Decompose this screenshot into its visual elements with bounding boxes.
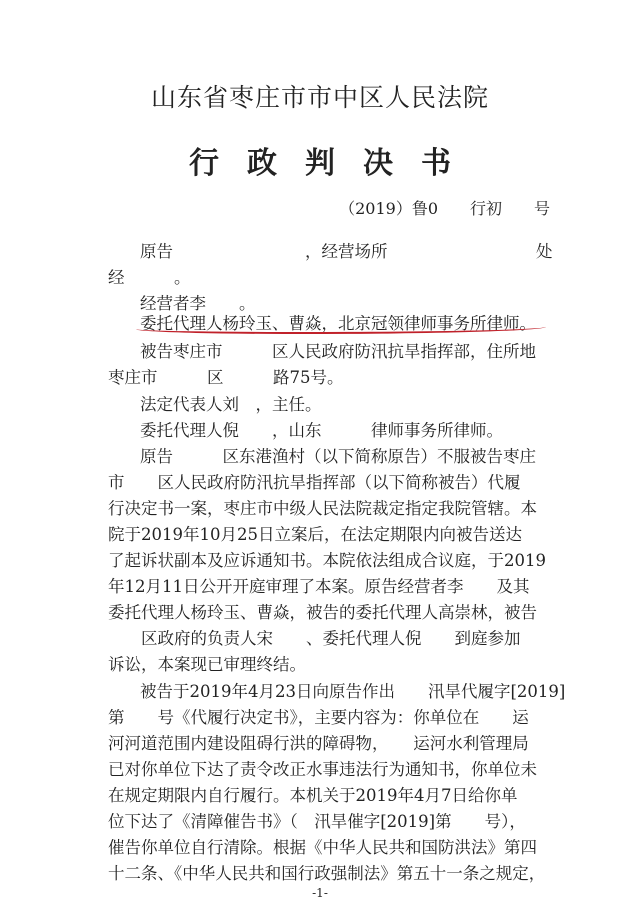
text-line: 诉讼，本案现已审理终结。 <box>108 655 306 674</box>
text-line: 委托代理人杨玲玉、曹焱，被告的委托代理人高崇林，被告 <box>108 603 537 622</box>
page-number: -1- <box>312 886 328 900</box>
text-line: 位下达了《清障催告书》（ 汛旱催字[2019]第 号）， <box>108 812 526 831</box>
text-line: 枣庄市 区 路75号。 <box>108 368 344 387</box>
text-line: 催告你单位自行清除。根据《中华人民共和国防洪法》第四 <box>108 838 537 857</box>
text-line: 第 号《代履行决定书》，主要内容为：你单位在 运 <box>108 708 529 727</box>
case-number: （2019）鲁0 行初 号 <box>339 199 550 218</box>
text-line: 行决定书一案，枣庄市中级人民法院裁定指定我院管辖。本 <box>108 499 537 518</box>
text-line: 市 区人民政府防汛抗旱指挥部（以下简称被告）代履 <box>108 473 521 492</box>
text-line: 经 。 <box>108 268 191 287</box>
text-line: 被告于2019年4月23日向原告作出 汛旱代履字[2019] <box>140 682 566 701</box>
text-line: 已对你单位下达了责令改正水事违法行为通知书，你单位未 <box>108 760 537 779</box>
text-line: 原告 ，经营场所 处 <box>140 242 553 261</box>
text-line: 委托代理人倪 ，山东 律师事务所律师。 <box>140 421 503 440</box>
text-line: 十二条、《中华人民共和国行政强制法》第五十一条之规定， <box>108 864 546 883</box>
text-line: 被告枣庄市 区人民政府防汛抗旱指挥部，住所地 <box>140 342 536 361</box>
document-title: 行政判决书 <box>189 146 479 181</box>
text-line: 在规定期限内自行履行。本机关于2019年4月7日给你单 <box>108 786 518 805</box>
text-line: 原告 区东港渔村（以下简称原告）不服被告枣庄 <box>140 447 536 466</box>
text-line: 年12月11日公开开庭审理了本案。原告经营者李 及其 <box>108 577 530 596</box>
text-line: 河河道范围内建设阻碍行洪的障碍物， 运河水利管理局 <box>108 734 529 753</box>
text-line: 法定代表人刘 ，主任。 <box>140 395 322 414</box>
court-name: 山东省枣庄市市中区人民法院 <box>150 83 489 112</box>
text-line-underlined: 委托代理人杨玲玉、曹焱，北京冠领律师事务所律师。 <box>140 314 536 333</box>
text-line: 院于2019年10月25日立案后，在法定期限内向被告送达 <box>108 525 522 544</box>
text-line: 区政府的负责人宋 、委托代理人倪 到庭参加 <box>108 629 521 648</box>
text-line: 经营者李 。 <box>140 294 256 313</box>
text-line: 了起诉状副本及应诉通知书。本院依法组成合议庭，于2019 <box>108 551 546 570</box>
